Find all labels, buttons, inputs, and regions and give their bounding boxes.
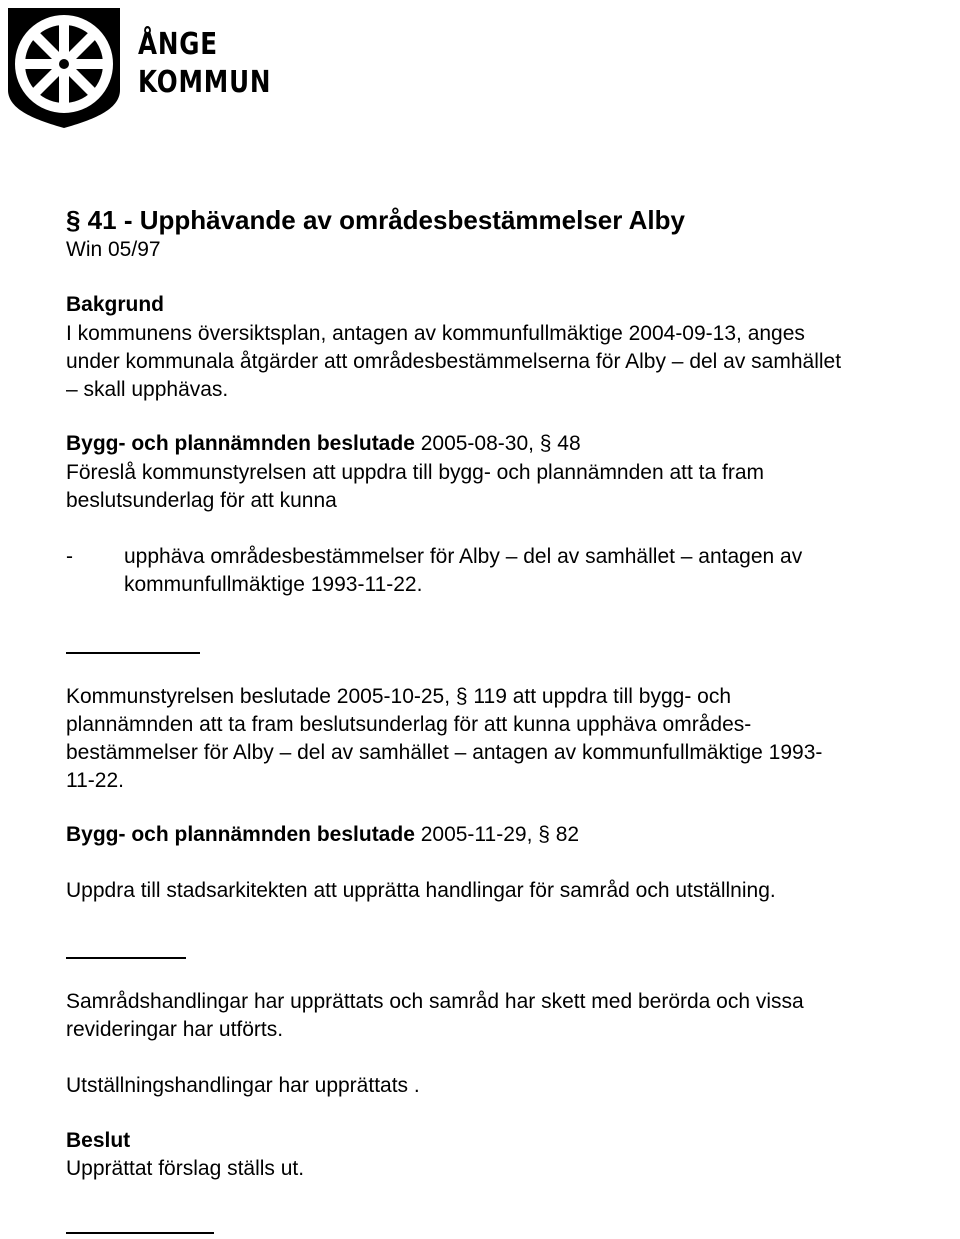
reference-number: Win 05/97 — [66, 238, 161, 261]
ks-beslut-line: Kommunstyrelsen beslutade 2005-10-25, § 119 att uppdra till bygg- och — [66, 685, 732, 708]
logo-text-kommun: KOMMUN — [138, 65, 272, 100]
bakgrund-line: under kommunala åtgärder att områdesbestämmelserna för Alby – del av samhället — [66, 350, 842, 373]
bygg-beslut-1-heading — [66, 430, 581, 458]
samrad-line: revideringar har utförts. — [66, 1018, 284, 1041]
bullet-dash: - — [66, 545, 73, 568]
ks-beslut-line: plannämnden att ta fram beslutsunderlag för att kunna upphäva områdes- — [66, 713, 752, 736]
samrad-line: Samrådshandlingar har upprättats och samråd har skett med berörda och vissa — [66, 990, 804, 1013]
bygg-beslut-1-date: 2005-08-30, § 48 — [414, 432, 581, 455]
bygg-beslut-1-bold: Bygg- och plannämnden beslutade — [66, 432, 415, 455]
bakgrund-line: – skall upphävas. — [66, 378, 229, 401]
beslut-title: Beslut — [66, 1129, 131, 1152]
separator-rule — [66, 652, 200, 654]
logo-text-ange: ÅNGE — [138, 27, 218, 62]
bakgrund-line: I kommunens översiktsplan, antagen av kommunfullmäktige 2004-09-13, anges — [66, 322, 805, 345]
ks-beslut-line: 11-22. — [66, 769, 124, 792]
bygg-beslut-2-bold: Bygg- och plannämnden beslutade — [66, 823, 415, 846]
separator-rule — [66, 1232, 214, 1234]
bygg-beslut-2-heading — [66, 821, 579, 849]
bygg-beslut-2-line: Uppdra till stadsarkitekten att upprätta handlingar för samråd och utställning. — [66, 879, 776, 902]
section-heading: § 41 - Upphävande av områdesbestämmelser Alby — [66, 205, 685, 235]
separator-rule — [66, 957, 186, 959]
utstallning-line: Utställningshandlingar har upprättats . — [66, 1074, 420, 1097]
bygg-beslut-1-line: Föreslå kommunstyrelsen att uppdra till bygg- och plannämnden att ta fram — [66, 461, 765, 484]
bakgrund-title: Bakgrund — [66, 293, 165, 316]
beslut-line: Upprättat förslag ställs ut. — [66, 1157, 305, 1180]
bygg-beslut-1-line: beslutsunderlag för att kunna — [66, 489, 337, 512]
bullet-line: kommunfullmäktige 1993-11-22. — [124, 573, 423, 596]
ks-beslut-line: bestämmelser för Alby – del av samhället – antagen av kommunfullmäktige 1993- — [66, 741, 823, 764]
bullet-line: upphäva områdesbestämmelser för Alby – del av samhället – antagen av — [124, 545, 803, 568]
bygg-beslut-2-date: 2005-11-29, § 82 — [414, 823, 580, 846]
ange-kommun-logo — [4, 4, 272, 129]
municipal-shield-wheel-icon — [4, 4, 124, 129]
